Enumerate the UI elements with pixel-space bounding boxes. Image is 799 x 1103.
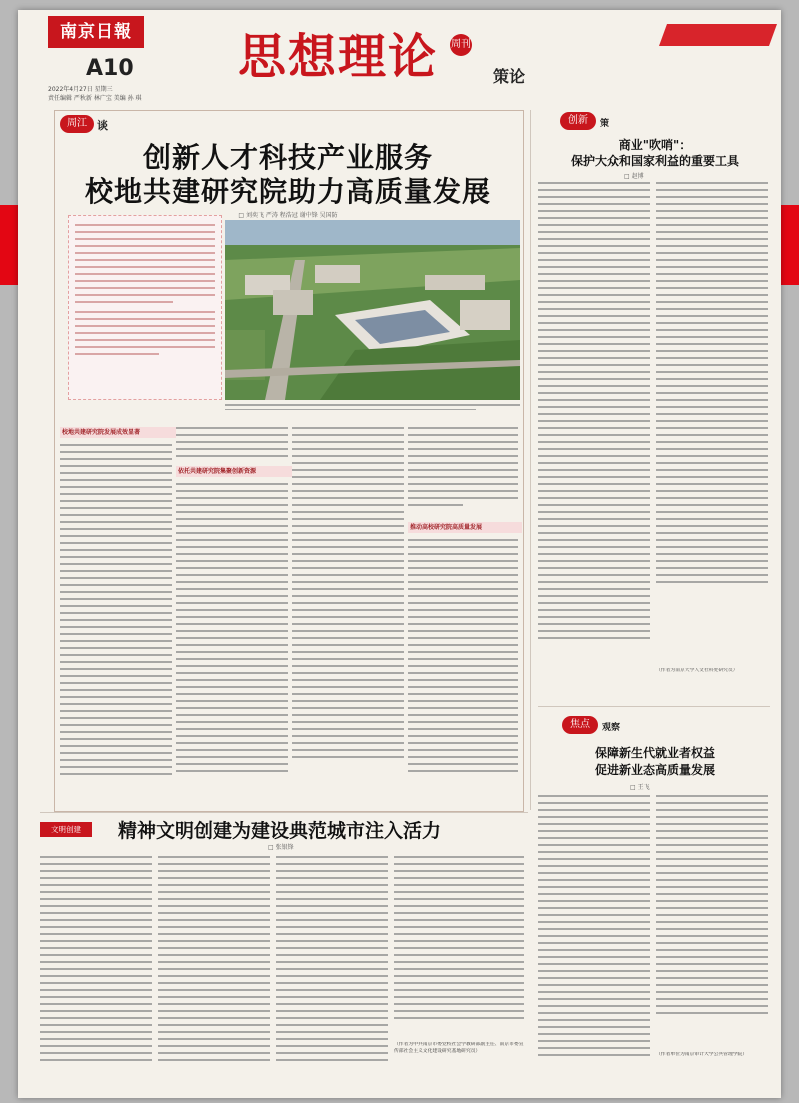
section-label: 策论	[493, 67, 526, 86]
right-bottom-author: □ 王飞	[630, 784, 650, 791]
right-bottom-column-tag: 焦点	[562, 716, 598, 734]
right-top-column-1	[538, 182, 650, 702]
editor-line: 责任编辑 严秋新 林广宝 美编 孙 琪	[48, 95, 142, 102]
corner-red-strip	[659, 24, 777, 46]
section-tag: 周刊	[450, 34, 472, 56]
right-bottom-title-line2: 促进新业态高质量发展	[594, 763, 715, 777]
main-headline-line2: 校地共建研究院助力高质量发展	[84, 175, 491, 208]
campus-aerial-photo	[225, 220, 520, 400]
right-top-title-line1: 商业"吹哨"：	[618, 138, 692, 152]
main-subhead-1: 校地共建研究院发展成效显著	[60, 427, 176, 438]
page-number: A10	[86, 56, 134, 81]
lead-paragraph	[68, 215, 222, 400]
right-top-column-tag: 创新	[560, 112, 596, 130]
bottom-text-column-4	[394, 856, 524, 1036]
right-bottom-title-line1: 保障新生代就业者权益	[594, 746, 715, 760]
right-top-author: □ 赵博	[624, 173, 644, 180]
bottom-text-column-3	[276, 856, 388, 1082]
photo-caption	[225, 404, 520, 416]
bottom-divider	[40, 812, 528, 813]
right-top-title-line2: 保护大众和国家利益的重要工具	[570, 154, 739, 168]
main-text-column-2a	[176, 427, 288, 462]
bottom-author-note: （作者为中共南京市委党校社会学教研部副主任、南京市委宣传部社会主义文化建设研究基地研究员）	[394, 1042, 524, 1054]
bottom-author: □ 张银锋	[268, 844, 294, 851]
right-top-author-note: （作者为南京大学人文社科处研究员）	[656, 668, 738, 673]
bottom-text-column-1	[40, 856, 152, 1082]
bottom-text-column-2	[158, 856, 270, 1082]
column-divider	[530, 110, 531, 810]
bottom-headline: 精神文明创建为建设典范城市注入活力	[118, 820, 442, 842]
right-bottom-column-1	[538, 795, 650, 1085]
right-bottom-column-suffix: 观察	[602, 723, 621, 733]
right-bottom-author-note: （作者单位为南京审计大学公共管理学院）	[656, 1052, 748, 1057]
main-text-column-2b	[176, 483, 288, 804]
right-top-column-suffix: 策	[600, 119, 610, 129]
campus-aerial-illustration	[225, 220, 520, 400]
main-text-column-1	[60, 444, 172, 804]
main-byline: □ 刘奕飞 严涛 程浩冠 谢中锋 吴国防	[238, 212, 338, 219]
main-headline-line1: 创新人才科技产业服务	[142, 141, 433, 174]
main-column-suffix: 谈	[97, 119, 108, 132]
main-column-tag: 周江	[60, 115, 94, 133]
date-line: 2022年4月27日 星期三	[48, 86, 113, 93]
bottom-column-tag: 文明创建	[40, 822, 92, 837]
right-top-column-2	[656, 182, 768, 662]
main-subhead-3: 推动高校研究院高质量发展	[408, 522, 522, 533]
main-text-column-4b	[408, 539, 518, 804]
main-text-column-4a	[408, 427, 518, 517]
paper-logo: 南京日報	[48, 16, 144, 48]
main-text-column-3	[292, 427, 404, 804]
main-subhead-2: 依托共建研究院集聚创新资源	[176, 466, 292, 477]
right-divider	[538, 706, 770, 707]
right-bottom-column-2	[656, 795, 768, 1045]
section-title: 思想理论	[238, 29, 439, 85]
